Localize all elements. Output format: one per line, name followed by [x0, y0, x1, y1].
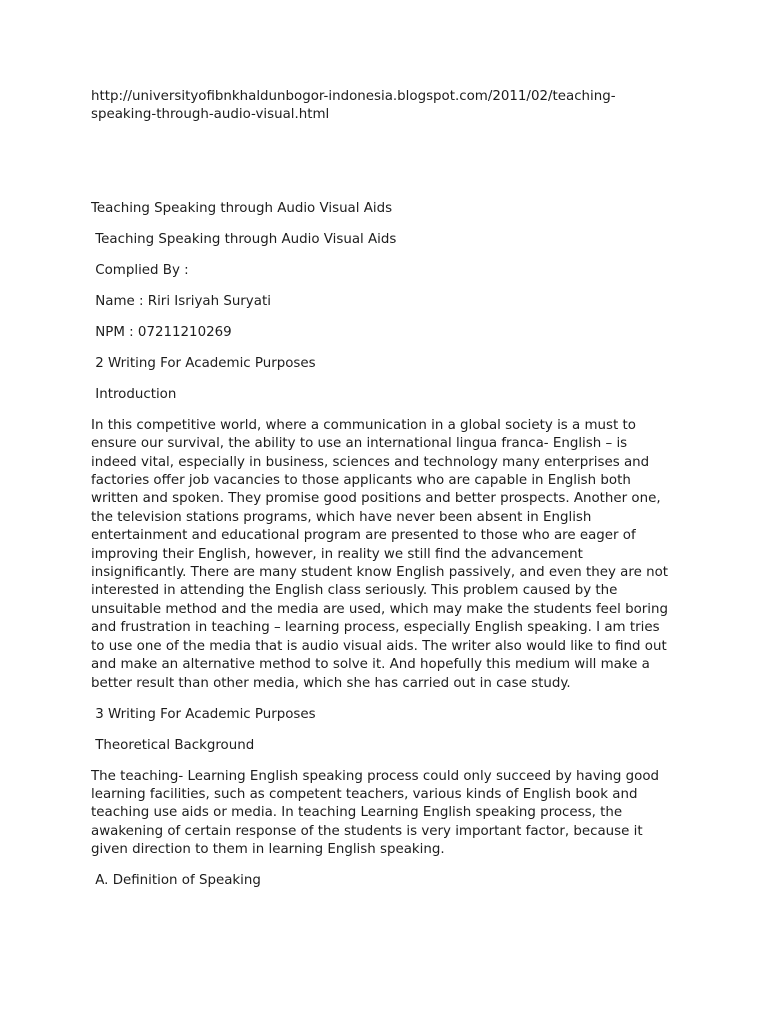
source-url-line-1[interactable]: http://universityofibnkhaldunbogor-indonesia.blogspot.com/2011/02/teaching-: [91, 89, 616, 104]
definition-heading: A. Definition of Speaking: [91, 873, 261, 889]
document-title: Teaching Speaking through Audio Visual Aids: [91, 200, 393, 216]
source-url-line-2[interactable]: speaking-through-audio-visual.html: [91, 107, 330, 123]
introduction-heading: Introduction: [91, 386, 177, 402]
compiled-by-label: Complied By :: [91, 262, 189, 278]
author-name: Name : Riri Isriyah Suryati: [91, 293, 271, 309]
theoretical-paragraph: The teaching- Learning English speaking process could only succeed by having good learning facilities, such as competent teachers, various kinds of English book and teaching use aids or media. In teaching Learning English speaking process, the awakening of certain response of the students is very important factor, because it given direction to them in learning English speaking.: [91, 768, 660, 858]
theoretical-heading: Theoretical Background: [91, 737, 255, 753]
section-2-label: 2 Writing For Academic Purposes: [91, 355, 316, 371]
spacer: [91, 125, 671, 200]
document-page: [91, 88, 671, 891]
section-3-label: 3 Writing For Academic Purposes: [91, 706, 316, 722]
document-subtitle: Teaching Speaking through Audio Visual Aids: [91, 231, 397, 247]
author-npm: NPM : 07211210269: [91, 324, 232, 340]
introduction-paragraph: In this competitive world, where a communication in a global society is a must to ensure our survival, the ability to use an international lingua franca- English – is indeed vital, especially in business, sciences and technology many enterprises and factories offer job vacancies to those applicants who are capable in English both written and spoken. They promise good positions and better prospects. Another one, the television stations programs, which have never been absent in English entertainment and educational program are presented to those who are eager of improving their English, however, in reality we still find the advancement insignificantly. There are many student know English passively, and even they are not interested in attending the English class seriously. This problem caused by the unsuitable method and the media are used, which may make the students feel boring and frustration in teaching – learning process, especially English speaking. I am tries to use one of the media that is audio visual aids. The writer also would like to find out and make an alternative method to solve it. And hopefully this medium will make a better result than other media, which she has carried out in case study.: [91, 417, 669, 691]
